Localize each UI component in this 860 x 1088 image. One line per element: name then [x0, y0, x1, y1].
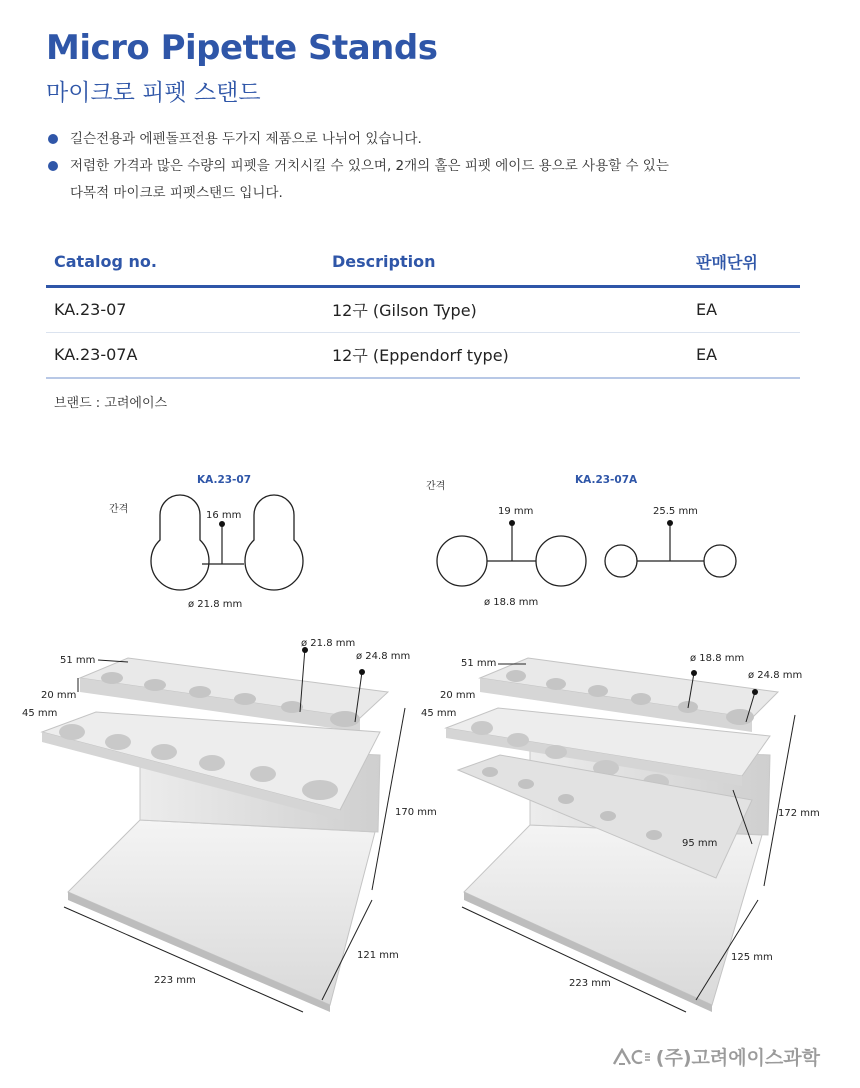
right-hole-schematic [426, 474, 736, 608]
pipette-hole [506, 670, 526, 682]
page-subtitle: 마이크로 피펫 스탠드 [46, 80, 261, 106]
leader-dot [667, 520, 673, 526]
keyhole-shape [151, 495, 209, 590]
table-row [46, 332, 800, 378]
pipette-hole [726, 709, 754, 725]
page-title: Micro Pipette Stands [46, 28, 438, 68]
right-spacing-label: 간격 [426, 481, 446, 492]
right-gap-b-label: 25.5 mm [653, 506, 698, 517]
pipette-hole [545, 745, 567, 759]
product-diagrams [0, 460, 860, 1040]
dim-depth-mid: 45 mm [22, 708, 58, 719]
tip-hole [646, 830, 662, 840]
table-row [46, 286, 800, 332]
pipette-hole [151, 744, 177, 760]
cell-catalog-no: KA.23-07A [46, 332, 324, 378]
tip-hole [482, 767, 498, 777]
cell-description: 12구 (Eppendorf type) [324, 332, 688, 378]
hole-circle [704, 545, 736, 577]
feature-item-continued: 다목적 마이크로 피펫스탠드 입니다. [70, 185, 283, 201]
cell-unit: EA [688, 332, 800, 378]
hole-circle [437, 536, 487, 586]
dim-shelf: 95 mm [682, 838, 718, 849]
pipette-hole [189, 686, 211, 698]
dim-hole-large: ø 24.8 mm [748, 670, 803, 681]
tip-hole [518, 779, 534, 789]
feature-list [46, 126, 806, 207]
header-catalog-no: Catalog no. [46, 240, 324, 286]
brand-label: 브랜드 : 고려에이스 [54, 396, 168, 411]
pipette-hole [302, 780, 338, 800]
dim-width: 223 mm [154, 975, 196, 986]
pipette-hole [546, 678, 566, 690]
leader-dot [359, 669, 365, 675]
dim-width: 223 mm [569, 978, 611, 989]
pipette-hole [234, 693, 256, 705]
hole-circle [536, 536, 586, 586]
right-gap-a-label: 19 mm [498, 506, 534, 517]
company-logo-icon [612, 1048, 650, 1066]
feature-item: 길슨전용과 에펜돌프전용 두가지 제품으로 나뉘어 있습니다. [46, 126, 806, 153]
keyhole-shape [245, 495, 303, 590]
dim-depth-base: 125 mm [731, 952, 773, 963]
cell-unit: EA [688, 286, 800, 332]
pipette-hole [105, 734, 131, 750]
pipette-hole [250, 766, 276, 782]
catalog-table [46, 240, 800, 379]
pipette-hole [144, 679, 166, 691]
right-stand-illustration [421, 653, 820, 1012]
left-code-label: KA.23-07 [197, 474, 252, 486]
pipette-hole [631, 693, 651, 705]
leader-dot [219, 521, 225, 527]
pipette-hole [588, 685, 608, 697]
left-hole-label: ø 21.8 mm [188, 599, 243, 610]
right-hole-label: ø 18.8 mm [484, 597, 539, 608]
leader-dot [509, 520, 515, 526]
right-code-label: KA.23-07A [575, 474, 638, 486]
pipette-hole [59, 724, 85, 740]
leader-dot [752, 689, 758, 695]
pipette-hole [199, 755, 225, 771]
pipette-hole [507, 733, 529, 747]
pipette-hole [101, 672, 123, 684]
company-footer [612, 1043, 820, 1070]
left-hole-schematic [109, 474, 303, 610]
table-header-row [46, 240, 800, 286]
tip-hole [558, 794, 574, 804]
dim-hole-large: ø 24.8 mm [356, 651, 411, 662]
hole-circle [605, 545, 637, 577]
dim-depth-base: 121 mm [357, 950, 399, 961]
cell-catalog-no: KA.23-07 [46, 286, 324, 332]
pipette-hole [471, 721, 493, 735]
dim-step: 20 mm [41, 690, 77, 701]
dim-depth-top: 51 mm [461, 658, 497, 669]
tip-hole [600, 811, 616, 821]
dim-depth-mid: 45 mm [421, 708, 457, 719]
left-spacing-label: 간격 [109, 504, 129, 515]
leader-dot [691, 670, 697, 676]
dim-hole-small: ø 18.8 mm [690, 653, 745, 664]
dim-hole-small: ø 21.8 mm [301, 638, 356, 649]
company-name: (주)고려에이스과학 [655, 1047, 820, 1069]
header-unit: 판매단위 [688, 240, 800, 286]
cell-description: 12구 (Gilson Type) [324, 286, 688, 332]
header-description: Description [324, 240, 688, 286]
dim-step: 20 mm [440, 690, 476, 701]
dim-depth-top: 51 mm [60, 655, 96, 666]
dim-height: 170 mm [395, 807, 437, 818]
feature-item: 저렴한 가격과 많은 수량의 피펫을 거치시킬 수 있으며, 2개의 홀은 피펫 에이드 용으로 사용할 수 있는 [46, 153, 806, 180]
left-stand-illustration [22, 638, 437, 1012]
dim-height: 172 mm [778, 808, 820, 819]
left-gap-label: 16 mm [206, 510, 242, 521]
